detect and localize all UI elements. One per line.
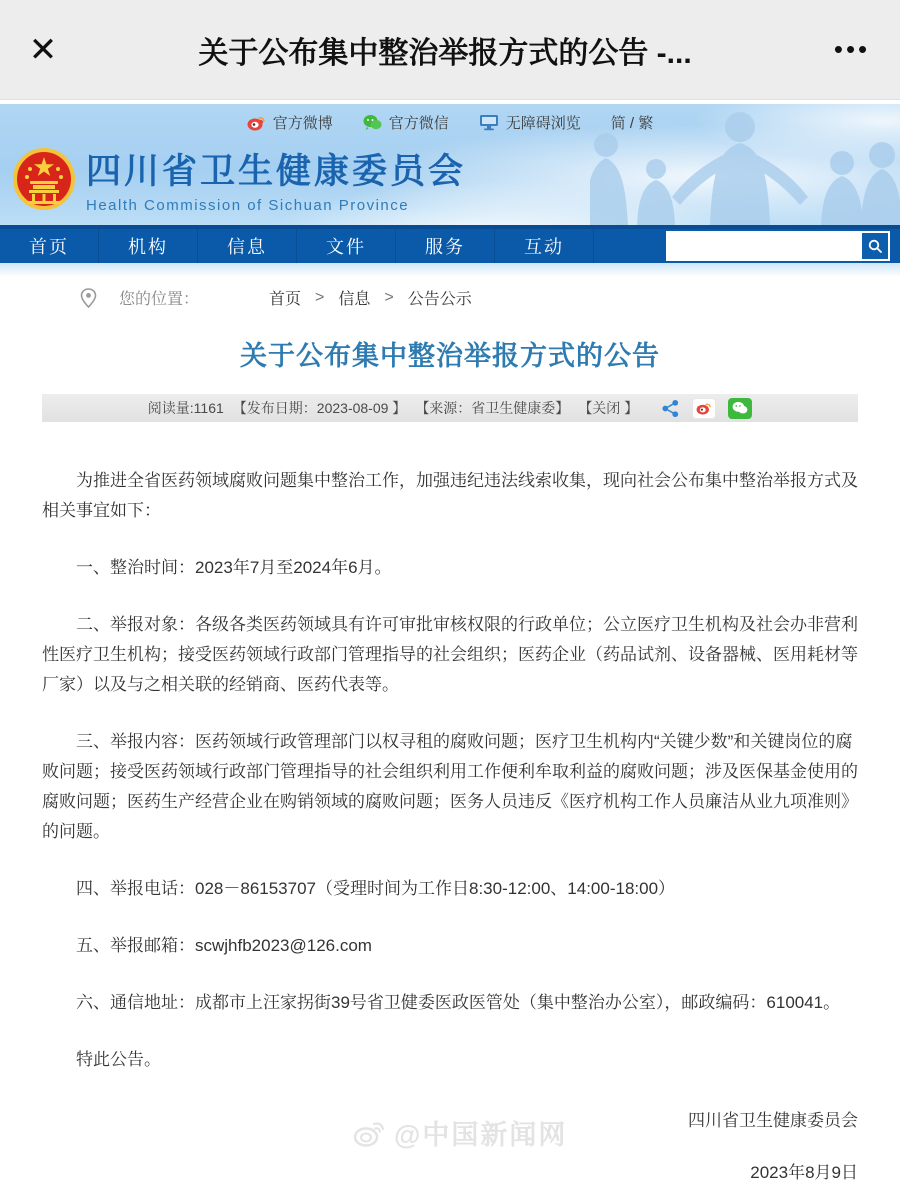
paragraph-closing: 特此公告。 bbox=[76, 1050, 161, 1069]
nav-item-org[interactable]: 机构 bbox=[99, 229, 198, 263]
banner-fade bbox=[0, 263, 900, 277]
main-nav bbox=[0, 225, 900, 263]
official-wechat-label: 官方微信 bbox=[388, 115, 449, 132]
paragraph-phone: 四、举报电话：028－86153707（受理时间为工作日8:30-12:00、14:00-18:00） bbox=[76, 879, 676, 898]
org-name-en: Health Commission of Sichuan Province bbox=[86, 197, 410, 214]
paragraph-time: 一、整治时间：2023年7月至2024年6月。 bbox=[76, 558, 392, 577]
share-weibo-icon[interactable] bbox=[692, 398, 716, 419]
share-icon[interactable] bbox=[661, 399, 680, 418]
monitor-icon bbox=[479, 114, 499, 131]
lang-toggle-label: 简 / 繁 bbox=[610, 115, 654, 132]
site-banner bbox=[0, 104, 900, 225]
paragraph-intro: 为推进全省医药领域腐败问题集中整治工作，加强违纪违法线索收集，现向社会公布集中整治举报方式及相关事宜如下： bbox=[42, 471, 858, 520]
nav-item-docs[interactable]: 文件 bbox=[297, 229, 396, 263]
search-input[interactable] bbox=[668, 234, 862, 258]
paragraph-targets: 二、举报对象：各级各类医药领域具有许可审批审核权限的行政单位；公立医疗卫生机构及社会办非营利性医疗卫生机构；接受医药领域行政部门管理指导的社会组织；医药企业（药品试剂、设备器械、医用耗材等厂家）以及与之相关联的经销商、医药代表等。 bbox=[42, 615, 858, 694]
weibo-outline-icon bbox=[352, 1118, 386, 1148]
official-weibo-link[interactable] bbox=[247, 112, 333, 133]
location-pin-icon bbox=[80, 288, 97, 308]
wechat-icon bbox=[363, 114, 382, 131]
page-title: 关于公布集中整治举报方式的公告 -... bbox=[198, 36, 692, 70]
close-article-link[interactable]: 【关闭 】 bbox=[578, 400, 639, 416]
breadcrumb-info[interactable]: 信息 bbox=[338, 291, 371, 308]
site-logo[interactable] bbox=[12, 144, 466, 214]
watermark-text: @中国新闻网 bbox=[394, 1120, 568, 1150]
nav-item-interact[interactable]: 互动 bbox=[495, 229, 594, 263]
watermark bbox=[352, 1113, 567, 1152]
accessible-browse-label: 无障碍浏览 bbox=[505, 115, 581, 132]
nav-item-home[interactable]: 首页 bbox=[0, 229, 99, 263]
breadcrumb-notices[interactable]: 公告公示 bbox=[407, 291, 472, 308]
official-wechat-link[interactable] bbox=[363, 112, 449, 133]
article-meta-bar bbox=[42, 394, 858, 422]
share-wechat-icon[interactable] bbox=[728, 398, 752, 419]
browser-topbar bbox=[0, 0, 900, 100]
breadcrumb-label: 您的位置： bbox=[119, 291, 200, 308]
nav-item-info[interactable]: 信息 bbox=[198, 229, 297, 263]
official-weibo-label: 官方微博 bbox=[272, 115, 333, 132]
search-icon bbox=[867, 238, 883, 254]
search-button[interactable] bbox=[862, 233, 888, 259]
breadcrumb-home[interactable]: 首页 bbox=[269, 291, 302, 308]
national-emblem-icon bbox=[12, 147, 76, 211]
publish-date: 【发布日期：2023-08-09 】 bbox=[232, 400, 407, 416]
close-icon[interactable]: ✕ bbox=[28, 30, 58, 69]
accessible-browse-link[interactable] bbox=[479, 112, 581, 133]
weibo-icon bbox=[247, 114, 266, 131]
article-body bbox=[42, 466, 858, 1075]
signature-date: 2023年8月9日 bbox=[750, 1163, 858, 1182]
org-name-cn: 四川省卫生健康委员会 bbox=[86, 152, 467, 191]
breadcrumb bbox=[0, 286, 900, 309]
lang-toggle[interactable] bbox=[611, 112, 654, 133]
article bbox=[0, 334, 900, 1183]
more-menu-icon[interactable]: ••• bbox=[833, 34, 871, 64]
article-source: 【来源：省卫生健康委】 bbox=[415, 400, 570, 416]
paragraph-content: 三、举报内容：医药领域行政管理部门以权寻租的腐败问题；医疗卫生机构内“关键少数”和关键岗位的腐败问题；接受医药领域行政部门管理指导的社会组织利用工作便利牟取利益的腐败问题；涉及医保基金使用的腐败问题；医药生产经营企业在购销领域的腐败问题；医务人员违反《医疗机构工作人员廉洁从业九项准则》的问题。 bbox=[42, 732, 858, 841]
article-title: 关于公布集中整治举报方式的公告 bbox=[240, 341, 660, 371]
utility-bar bbox=[0, 112, 900, 133]
search-box bbox=[666, 231, 890, 261]
paragraph-address: 六、通信地址：成都市上汪家拐街39号省卫健委医政医管处（集中整治办公室），邮政编码：610041。 bbox=[76, 993, 841, 1012]
breadcrumb-separator: > bbox=[384, 288, 394, 306]
nav-item-service[interactable]: 服务 bbox=[396, 229, 495, 263]
signature-org: 四川省卫生健康委员会 bbox=[688, 1111, 858, 1130]
paragraph-email: 五、举报邮箱：scwjhfb2023@126.com bbox=[76, 936, 372, 955]
read-count: 阅读量:1161 bbox=[147, 400, 224, 416]
breadcrumb-separator: > bbox=[315, 288, 325, 306]
